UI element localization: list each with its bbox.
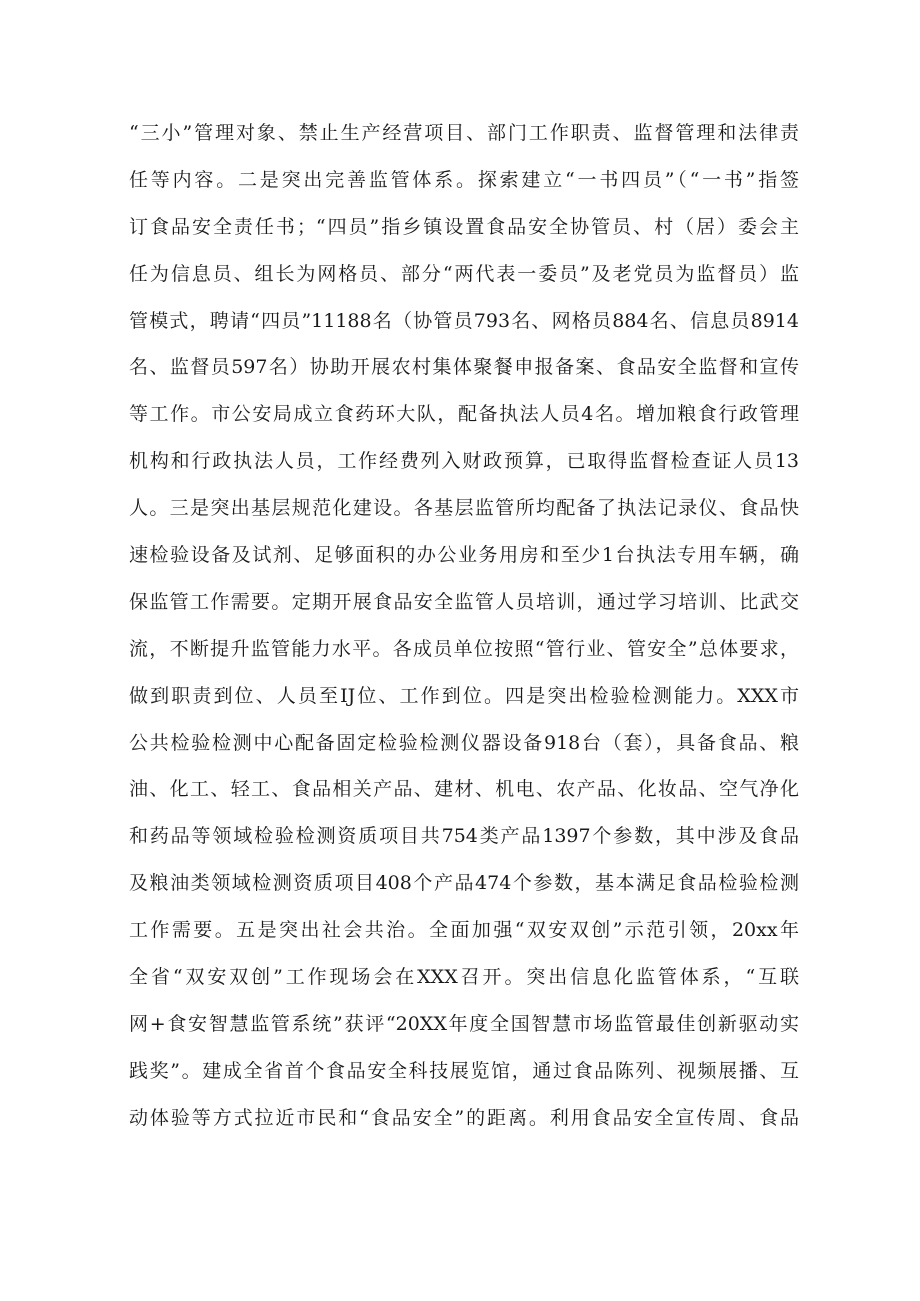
text-line-14: 公共检验检测中心配备固定检验检测仪器设备918台（套），具备食品、粮: [129, 731, 799, 754]
text-line-22: 动体验等方式拉近市民和“食品安全”的距离。利用食品安全宣传周、食品: [129, 1106, 799, 1129]
text-line-10: 速检验设备及试剂、足够面积的办公业务用房和至少1台执法专用车辆，确: [129, 544, 799, 567]
text-line-15: 油、化工、轻工、食品相关产品、建材、机电、农产品、化妆品、空气净化: [129, 778, 799, 801]
text-line-7: 等工作。市公安局成立食药环大队，配备执法人员4名。增加粮食行政管理: [129, 403, 799, 426]
text-line-3: 订食品安全责任书；“四员”指乡镇设置食品安全协管员、村（居）委会主: [129, 215, 799, 238]
text-line-13: 做到职责到位、人员至IJ位、工作到位。四是突出检验检测能力。XXX市: [129, 684, 799, 707]
text-line-12: 流，不断提升监管能力水平。各成员单位按照“管行业、管安全”总体要求，: [129, 637, 799, 660]
body-paragraph: [129, 110, 799, 1142]
text-line-2: 任等内容。二是突出完善监管体系。探索建立“一书四员”（“一书”指签: [129, 168, 799, 191]
text-line-1: “三小”管理对象、禁止生产经营项目、部门工作职责、监督管理和法律责: [129, 122, 799, 144]
text-line-16: 和药品等领域检验检测资质项目共754类产品1397个参数，其中涉及食品: [129, 825, 799, 848]
text-line-8: 机构和行政执法人员，工作经费列入财政预算，已取得监督检查证人员13: [129, 450, 799, 473]
text-line-19: 全省“双安双创”工作现场会在XXX召开。突出信息化监管体系，“互联: [129, 966, 799, 989]
text-line-11: 保监管工作需要。定期开展食品安全监管人员培训，通过学习培训、比武交: [129, 590, 799, 613]
text-line-5: 管模式，聘请“四员”11188名（协管员793名、网格员884名、信息员8914: [129, 309, 799, 332]
text-line-20: 网+食安智慧监管系统”获评“20XX年度全国智慧市场监管最佳创新驱动实: [129, 1012, 799, 1035]
text-line-4: 任为信息员、组长为网格员、部分“两代表一委员”及老党员为监督员）监: [129, 262, 799, 285]
text-line-21: 践奖”。建成全省首个食品安全科技展览馆，通过食品陈列、视频展播、互: [129, 1059, 799, 1082]
text-line-17: 及粮油类领域检测资质项目408个产品474个参数，基本满足食品检验检测: [129, 872, 799, 895]
text-line-18: 工作需要。五是突出社会共治。全面加强“双安双创”示范引领，20xx年: [129, 919, 799, 942]
text-line-6: 名、监督员597名）协助开展农村集体聚餐申报备案、食品安全监督和宣传: [129, 356, 799, 379]
text-line-9: 人。三是突出基层规范化建设。各基层监管所均配备了执法记录仪、食品快: [129, 497, 799, 520]
